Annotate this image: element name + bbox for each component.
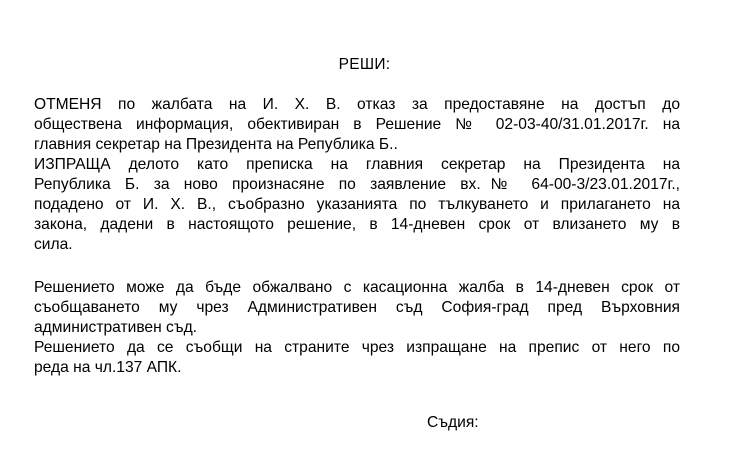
text-line: административен съд.	[34, 319, 198, 336]
text-line: закона, дадени в настоящото решение, в 14-дневен срок от влизането му в	[34, 216, 680, 233]
text-line: сила.	[34, 236, 73, 253]
text-line: ИЗПРАЩА делото като преписка на главния секретар на Президента на	[34, 156, 680, 173]
text-line: подадено от И. Х. В., съобразно указанията по тълкуването и прилагането на	[34, 196, 680, 213]
paragraph-referral	[34, 155, 680, 255]
decision-heading: РЕШИ:	[338, 56, 391, 73]
judge-signature-label: Съдия:	[427, 414, 479, 431]
text-line: главния секретар на Президента на Република Б..	[34, 136, 398, 153]
paragraph-spacer	[34, 255, 680, 278]
text-line: ОТМЕНЯ по жалбата на И. Х. В. отказ за предоставяне на достъп до	[34, 96, 680, 113]
decision-body	[34, 95, 680, 378]
text-line: Република Б. за ново произнасяне по заявление вх.№ 64-00-3/23.01.2017г.,	[34, 176, 680, 193]
text-line: съобщаването му чрез Административен съд София-град пред Върховния	[34, 299, 680, 316]
paragraph-annulment	[34, 95, 680, 155]
text-line: Решението може да бъде обжалвано с касационна жалба в 14-дневен срок от	[34, 279, 680, 296]
paragraph-notification	[34, 338, 680, 378]
text-line: реда на чл.137 АПК.	[34, 359, 182, 376]
text-line: обществена информация, обективиран в Решение № 02-03-40/31.01.2017г. на	[34, 116, 680, 133]
text-line: Решението да се съобщи на страните чрез изпращане на препис от него по	[34, 339, 680, 356]
paragraph-appeal	[34, 278, 680, 338]
